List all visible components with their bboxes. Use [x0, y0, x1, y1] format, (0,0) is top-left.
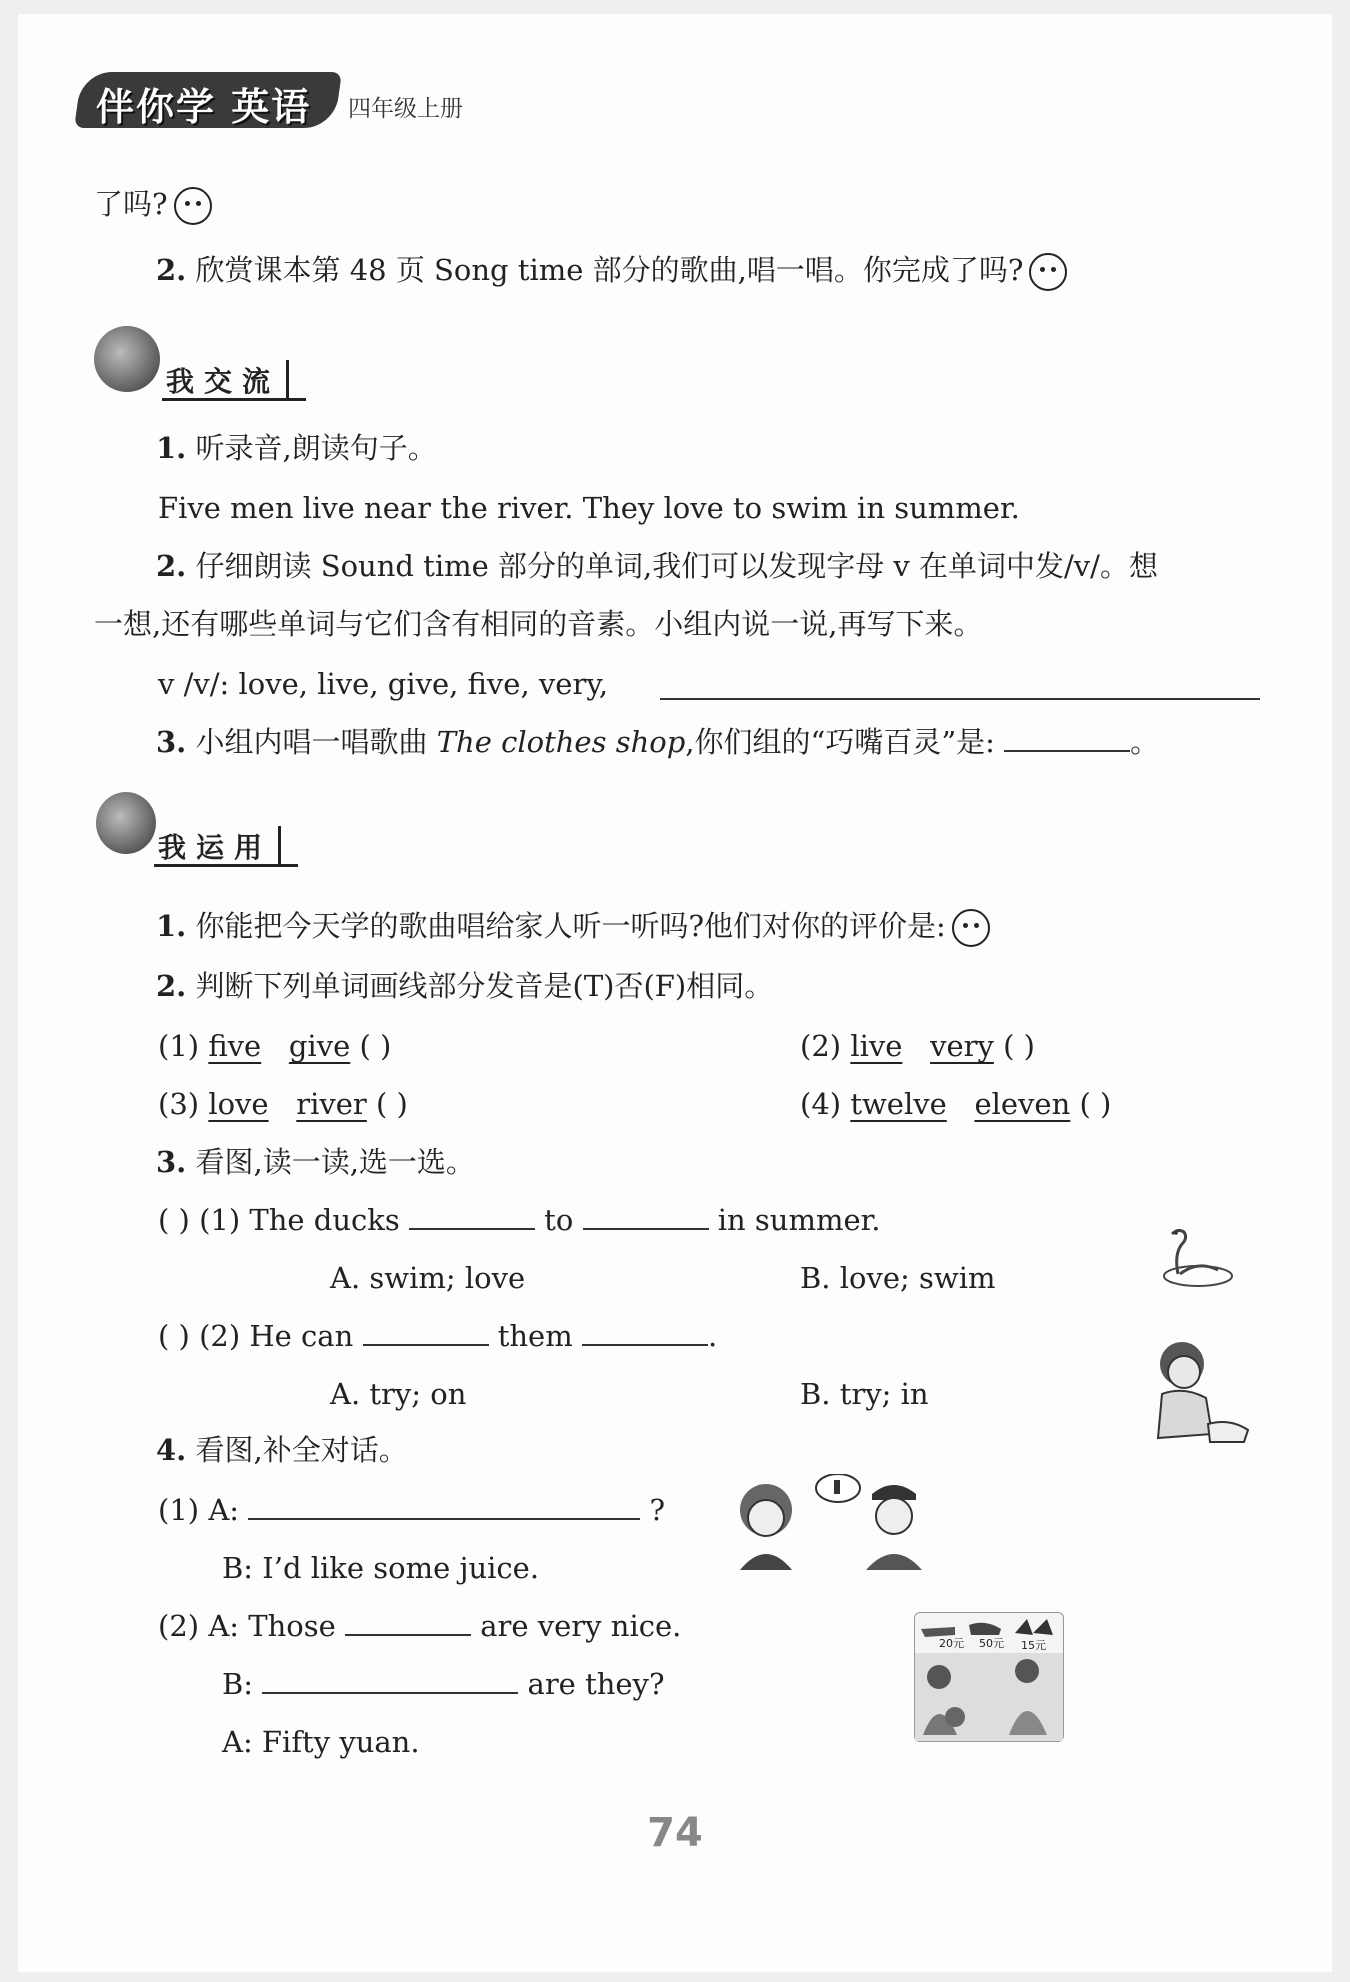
item-text: 欣赏课本第 48 页 Song time 部分的歌曲,唱一唱。你完成了吗? [195, 253, 1024, 287]
choice-2-option-a[interactable]: A. try; on [330, 1377, 467, 1411]
duck-icon [1158, 1224, 1238, 1296]
price-tag: 50元 [979, 1637, 1004, 1650]
pair-word: five [208, 1029, 262, 1063]
answer-blank[interactable] [262, 1664, 518, 1694]
item-text: 听录音,朗读句子。 [195, 431, 437, 465]
sec2-q4 [156, 1430, 408, 1470]
item-number: 1. [156, 431, 187, 465]
price-tag: 15元 [1021, 1639, 1046, 1652]
answer-blank[interactable] [583, 1200, 709, 1230]
answer-parens[interactable]: ( ) [158, 1203, 190, 1237]
dialog-2-a1 [158, 1606, 681, 1646]
dialog-text: A: Those [208, 1609, 336, 1643]
choice-text: He can [249, 1319, 354, 1353]
dialog-2-a3: A: Fifty yuan. [222, 1725, 420, 1759]
answer-blank[interactable] [582, 1316, 708, 1346]
item-number: 3. [156, 725, 187, 759]
answer-blank[interactable] [1004, 722, 1130, 752]
boy-trying-clothes-icon [1148, 1334, 1254, 1448]
pair-word: twelve [850, 1087, 947, 1121]
pair-3 [158, 1084, 408, 1124]
item-text: 仔细朗读 Sound time 部分的单词,我们可以发现字母 v 在单词中发/v/。想 [195, 549, 1158, 583]
pair-1 [158, 1026, 391, 1066]
item-number: 2. [156, 969, 187, 1003]
book-title: 伴你学 英语 [96, 85, 312, 129]
carryover-text: 了吗? [94, 187, 168, 221]
sec1-q2 [156, 546, 1158, 586]
punctuation: ? [649, 1493, 666, 1527]
answer-blank[interactable] [363, 1316, 489, 1346]
item-number: 2. [156, 549, 187, 583]
sec2-q2 [156, 966, 773, 1006]
dialog-text: are very nice. [480, 1609, 682, 1643]
item-text: 判断下列单词画线部分发音是(T)否(F)相同。 [195, 969, 774, 1003]
choice-text: in summer. [717, 1203, 881, 1237]
pair-2 [800, 1026, 1035, 1066]
sec1-word-line [158, 664, 608, 704]
carryover-line [94, 184, 212, 225]
sec1-sentence: Five men live near the river. They love to swim in summer. [158, 491, 1020, 525]
boy-picture [1148, 1334, 1254, 1448]
answer-parens[interactable]: ( ) [359, 1029, 392, 1063]
answer-parens[interactable]: ( ) [1003, 1029, 1035, 1063]
customers-juice-icon [730, 1474, 930, 1574]
pair-4 [800, 1084, 1111, 1124]
pair-word: river [296, 1087, 367, 1121]
dialog-1-a [158, 1490, 665, 1530]
pair-word: give [288, 1029, 351, 1063]
answer-parens[interactable]: ( ) [376, 1087, 408, 1121]
shoe-shop-picture [914, 1612, 1064, 1742]
dialog-2-b [222, 1664, 665, 1704]
dialog-text: are they? [527, 1667, 665, 1701]
pair-number: (4) [800, 1087, 842, 1121]
top-item-2 [156, 250, 1067, 291]
answer-blank[interactable] [660, 698, 1260, 700]
pair-number: (1) [158, 1029, 200, 1063]
choice-item-2 [158, 1316, 717, 1356]
smiley-icon [1029, 253, 1067, 291]
section-title-communicate: 我交流 [166, 360, 289, 400]
duck-picture [1158, 1224, 1238, 1296]
item-number: 2. [156, 253, 187, 287]
page-number: 74 [647, 1810, 703, 1856]
pair-number: (3) [158, 1087, 200, 1121]
choice-item-1 [158, 1200, 881, 1240]
dialog-number: (1) [158, 1493, 200, 1527]
pair-word: live [850, 1029, 903, 1063]
choice-text: to [544, 1203, 574, 1237]
section-underline [162, 398, 306, 401]
sec1-q2-cont: 一想,还有哪些单词与它们含有相同的音素。小组内说一说,再写下来。 [94, 607, 983, 641]
section-title-apply: 我运用 [158, 826, 281, 866]
pair-word: love [208, 1087, 269, 1121]
item-text: 小组内唱一唱歌曲 [195, 725, 437, 759]
choice-number: (2) [199, 1319, 241, 1353]
answer-blank[interactable] [409, 1200, 535, 1230]
song-title: The clothes shop [436, 725, 686, 759]
pair-word: eleven [974, 1087, 1071, 1121]
sec2-q3 [156, 1142, 475, 1182]
choice-text: The ducks [249, 1203, 400, 1237]
price-tag: 20元 [939, 1637, 964, 1650]
choice-text: them [497, 1319, 573, 1353]
sec2-q1 [156, 906, 990, 947]
item-number: 4. [156, 1433, 187, 1467]
word-list: v /v/: love, live, give, five, very, [158, 667, 609, 701]
pair-number: (2) [800, 1029, 842, 1063]
dialog-1-b: B: I’d like some juice. [222, 1551, 540, 1585]
choice-text: . [707, 1319, 718, 1353]
character-icon [96, 792, 156, 854]
answer-parens[interactable]: ( ) [158, 1319, 190, 1353]
pair-word: very [930, 1029, 994, 1063]
smiley-icon [174, 187, 212, 225]
item-text: 你能把今天学的歌曲唱给家人听一听吗?他们对你的评价是: [195, 909, 946, 943]
item-text: 看图,读一读,选一选。 [195, 1145, 475, 1179]
answer-blank[interactable] [248, 1490, 640, 1520]
answer-blank[interactable] [345, 1606, 471, 1636]
punctuation: 。 [1130, 725, 1160, 759]
sec1-q1 [156, 428, 437, 468]
item-text: ,你们组的“巧嘴百灵”是: [685, 725, 995, 759]
choice-number: (1) [199, 1203, 241, 1237]
speaker-label: A: [208, 1493, 240, 1527]
smiley-icon [952, 909, 990, 947]
book-subtitle: 四年级上册 [348, 96, 463, 122]
item-number: 1. [156, 909, 187, 943]
choice-1-option-a[interactable]: A. swim; love [330, 1261, 526, 1295]
item-text: 看图,补全对话。 [195, 1433, 408, 1467]
choice-1-option-b[interactable]: B. love; swim [800, 1261, 996, 1295]
answer-parens[interactable]: ( ) [1079, 1087, 1112, 1121]
speaker-label: B: [222, 1667, 254, 1701]
item-number: 3. [156, 1145, 187, 1179]
shoe-shop-scene-icon [915, 1613, 1063, 1741]
section-underline [154, 864, 298, 867]
dialog-number: (2) [158, 1609, 200, 1643]
sec1-q3 [156, 722, 1159, 762]
juice-shop-picture [730, 1474, 930, 1574]
choice-2-option-b[interactable]: B. try; in [800, 1377, 929, 1411]
character-icon [94, 326, 160, 392]
